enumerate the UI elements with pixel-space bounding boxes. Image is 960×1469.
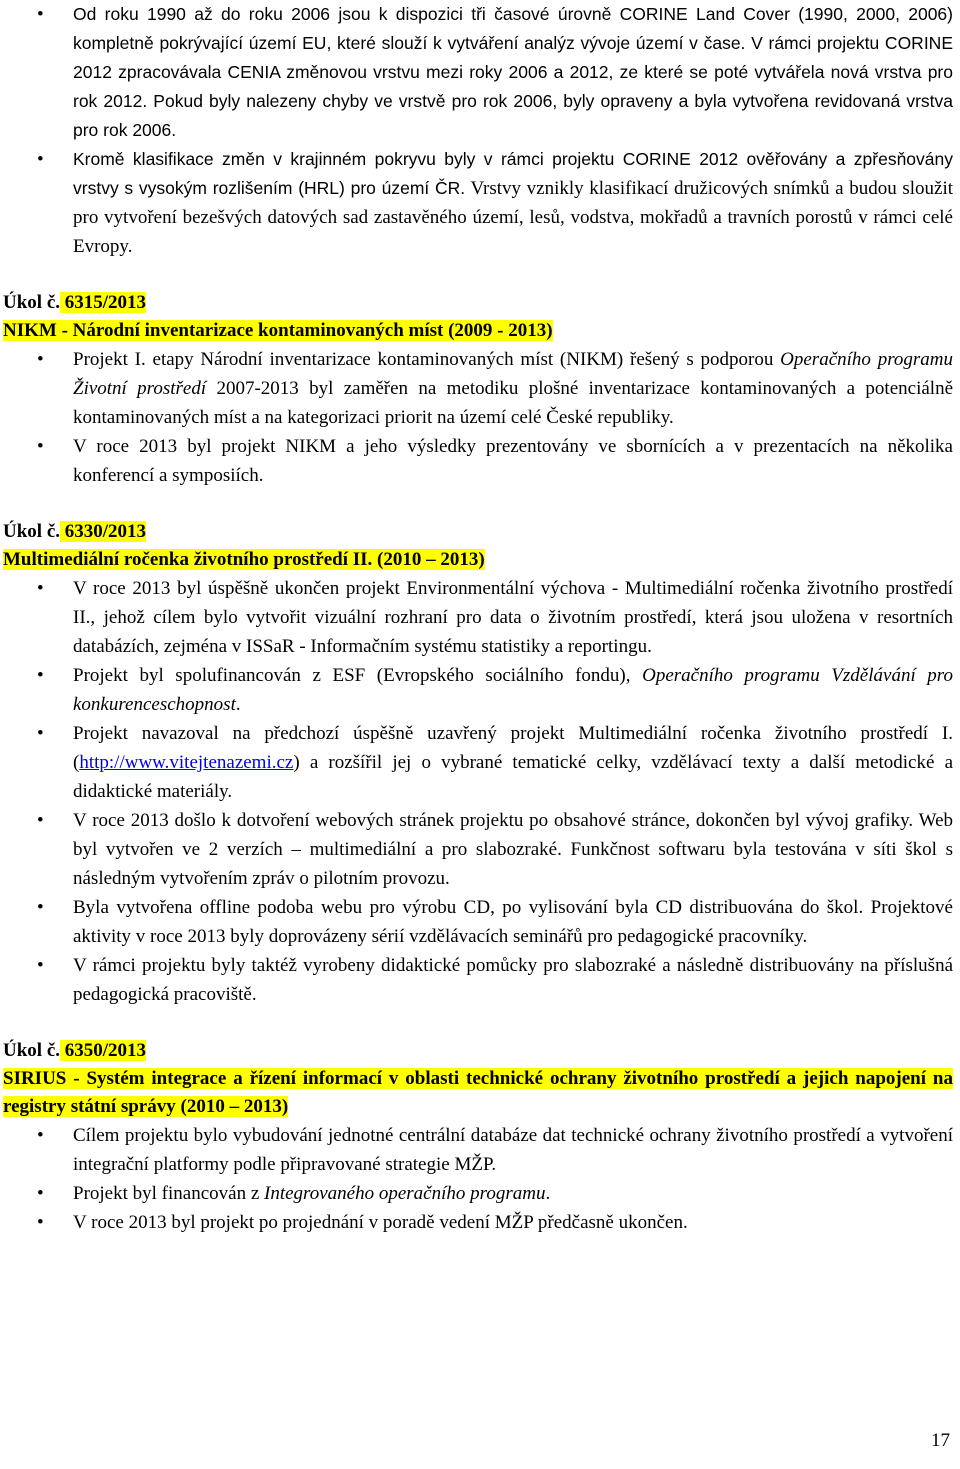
task-6315-label: Úkol č. 6315/2013 [3, 292, 147, 313]
task-6350-label: Úkol č. 6350/2013 [3, 1040, 147, 1061]
list-item: • V roce 2013 byl projekt po projednání v poradě vedení MŽP předčasně ukončen. [0, 1208, 960, 1237]
spacer [0, 490, 960, 518]
list-item: • Projekt byl financován z Integrovaného operačního programu. [0, 1179, 960, 1208]
task-6330-list [0, 574, 960, 1009]
task-6330-title: Multimediální ročenka životního prostředí II. (2010 – 2013) [3, 549, 485, 570]
task-6350-title: SIRIUS - Systém integrace a řízení informací v oblasti technické ochrany životního prostředí a jejich napojení na registry státní správy (2010 – 2013) [3, 1068, 953, 1117]
intro-list [0, 0, 960, 261]
list-item [0, 0, 960, 145]
hrl-paragraph-part1: Kromě klasifikace změn v krajinném pokryvu byly v rámci projektu CORINE 2012 ověřovány a zpřesňovány vrstvy s vysokým rozlišením (HRL) pro území ČR. [73, 149, 953, 198]
list-item: • Projekt navazoval na předchozí úspěšně uzavřený projekt Multimediální ročenka životního prostředí I. (http://www.vitejtenazemi.cz) a rozšířil jej o vybrané tematické celky, vzdělávací texty a další metodické a didaktické materiály. [0, 719, 960, 806]
task-6350-list [0, 1121, 960, 1237]
spacer [0, 1009, 960, 1037]
list-item [0, 145, 960, 261]
list-item: • Projekt byl spolufinancován z ESF (Evropského sociálního fondu), Operačního programu Vzdělávání pro konkurenceschopnost. [0, 661, 960, 719]
list-item: • Projekt I. etapy Národní inventarizace kontaminovaných míst (NIKM) řešený s podporou Operačního programu Životní prostředí 2007-2013 byl zaměřen na metodiku plošné inventarizace kontaminovaných a potenciálně kontaminovaných míst a na kategorizaci priorit na území celé České republiky. [0, 345, 960, 432]
page-number: 17 [931, 1430, 950, 1451]
corine-paragraph: Od roku 1990 až do roku 2006 jsou k dispozici tři časové úrovně CORINE Land Cover (1990, 2000, 2006) kompletně pokrývající území EU, které slouží k vytváření analýz vývoje území v čase. V rámci projektu CORINE 2012 zpracovávala CENIA změnovou vrstvu mezi roky 2006 a 2012, ze které se poté vytvářela nová vrstva pro rok 2012. Pokud byly nalezeny chyby ve vrstvě pro rok 2006, byly opraveny a byla vytvořena revidovaná vrstva pro rok 2006. [73, 4, 953, 140]
list-item: • V roce 2013 došlo k dotvoření webových stránek projektu po obsahové stránce, dokončen byl vývoj grafiky. Web byl vytvořen ve 2 verzích – multimediální a pro slabozraké. Funkčnost softwaru byla testována v síti škol s následným vytvořením zpráv o pilotním provozu. [0, 806, 960, 893]
hrl-paragraph-part2: Vrstvy vznikly klasifikací družicových snímků a budou sloužit pro vytvoření bezešvých datových sad zastavěného území, lesů, vodstva, mokřadů a travních porostů v rámci celé Evropy. [73, 178, 953, 257]
list-item: • V roce 2013 byl úspěšně ukončen projekt Environmentální výchova - Multimediální ročenka životního prostředí II., jehož cílem bylo vytvořit vizuální rozhraní pro data o životním prostředí, která jsou uložena v resortních databázích, zejména v ISSaR - Informačním systému statistiky a reportingu. [0, 574, 960, 661]
list-item: • Byla vytvořena offline podoba webu pro výrobu CD, po vylisování byla CD distribuována do škol. Projektové aktivity v roce 2013 byly doprovázeny sérií vzdělávacích seminářů pro pedagogické pracovníky. [0, 893, 960, 951]
spacer [0, 261, 960, 289]
task-6330-label: Úkol č. 6330/2013 [3, 521, 147, 542]
vitejtenazemi-link[interactable]: http://www.vitejtenazemi.cz [79, 752, 294, 773]
list-item: • V roce 2013 byl projekt NIKM a jeho výsledky prezentovány ve sbornících a v prezentacích na několika konferencí a symposiích. [0, 432, 960, 490]
list-item: • Cílem projektu bylo vybudování jednotné centrální databáze dat technické ochrany životního prostředí a vytvoření integrační platformy podle připravované strategie MŽP. [0, 1121, 960, 1179]
task-6315-list [0, 345, 960, 490]
list-item: • V rámci projektu byly taktéž vyrobeny didaktické pomůcky pro slabozraké a následně distribuovány na příslušná pedagogická pracoviště. [0, 951, 960, 1009]
task-6315-title: NIKM - Národní inventarizace kontaminovaných míst (2009 - 2013) [3, 320, 553, 341]
